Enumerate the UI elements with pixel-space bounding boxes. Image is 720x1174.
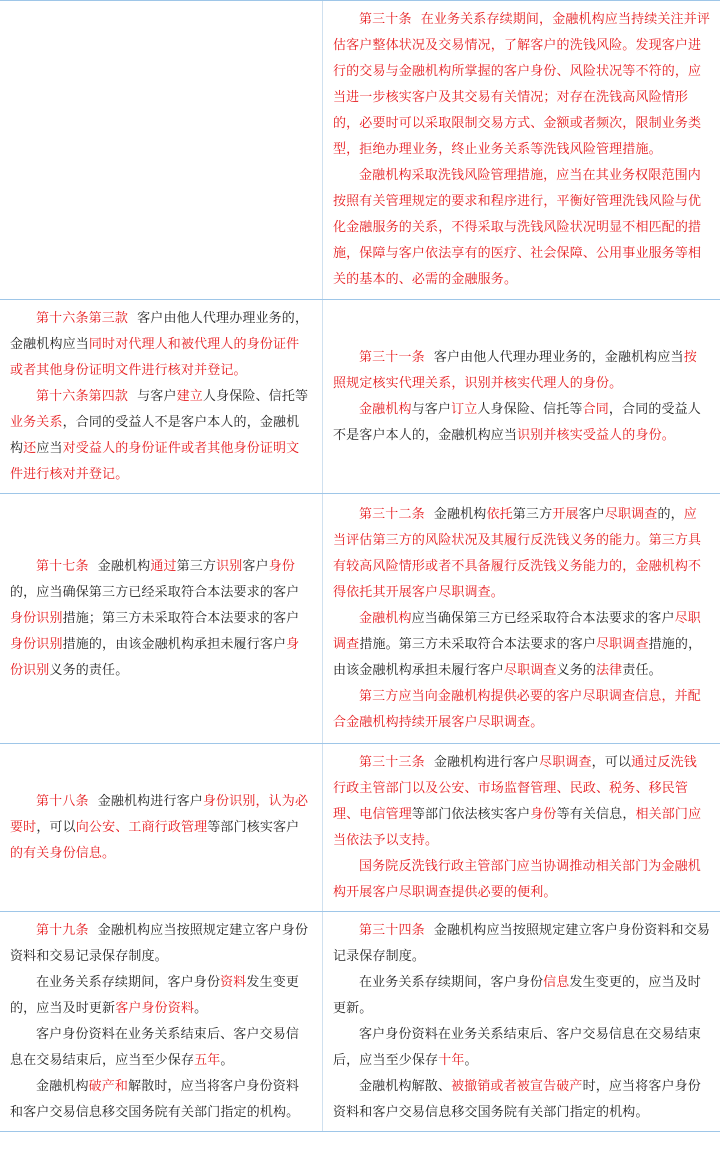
clause-paragraph — [333, 606, 710, 684]
changed-text: 业务关系 — [10, 414, 63, 430]
old-law-column — [0, 494, 322, 743]
changed-text: 金融机构 — [359, 401, 412, 417]
clause-text: 责任。 — [622, 662, 662, 678]
clause-paragraph — [10, 306, 312, 384]
clause-text: 人身保险、信托等 — [202, 388, 309, 404]
changed-text: 的有关身份信息。 — [10, 845, 116, 861]
clause-text: 发生变更的，应当及时更新 — [10, 974, 300, 1016]
changed-text: 尽职调查 — [604, 506, 658, 522]
clause-paragraph — [10, 1022, 312, 1074]
changed-text: 相关部门应当依法予以支持。 — [333, 806, 702, 848]
clause-text: 义务的 — [556, 662, 597, 678]
clause-text: 在业务关系存续期间，客户身份 — [359, 974, 544, 990]
clause-text: ，可以 — [36, 819, 76, 835]
clause-text: 客户由他人代理办理业务的，金融机构应当 — [10, 310, 309, 352]
changed-text: 向公安、工商行政管理 — [75, 819, 208, 835]
article-number: 第十九条 — [36, 922, 89, 938]
comparison-row — [0, 300, 720, 494]
changed-text: 建立 — [176, 388, 203, 404]
clause-paragraph — [333, 918, 710, 970]
changed-text: 信息 — [543, 974, 570, 990]
changed-text: 客户身份资料 — [115, 1000, 195, 1016]
clause-paragraph — [333, 970, 710, 1022]
article-number: 第三十一条 — [359, 349, 425, 365]
changed-text: 尽职调查 — [333, 610, 701, 652]
clause-text: 客户 — [578, 506, 605, 522]
article-number: 第十六条第三款 — [36, 310, 129, 326]
clause-text: 客户 — [242, 558, 269, 574]
changed-text: 身份识别，认为必要时 — [10, 793, 309, 835]
comparison-row — [0, 494, 720, 744]
changed-text: 身份识别 — [10, 610, 63, 626]
changed-text: 国务院反洗钱行政主管部门应当协调推动相关部门为金融机构开展客户尽职调查提供必要的便利。 — [333, 858, 701, 900]
clause-paragraph — [333, 345, 710, 397]
changed-text: 十年 — [438, 1052, 465, 1068]
changed-text: 还 — [23, 440, 37, 456]
old-law-column — [0, 912, 322, 1131]
clause-text: 。 — [194, 1000, 208, 1016]
clause-text: 金融机构进行客户 — [97, 793, 203, 809]
changed-text: 按照规定核实代理关系，识别并核实代理人的身份。 — [333, 349, 697, 391]
comparison-row — [0, 912, 720, 1132]
article-number: 第三十四条 — [359, 922, 425, 938]
clause-text: ，合同的受益人不是客户本人的，金融机构 — [10, 414, 300, 456]
changed-text: 第三方应当向金融机构提供必要的客户尽职调查信息，并配合金融机构持续开展客户尽职调查。 — [333, 688, 701, 730]
changed-text: 依托 — [486, 506, 513, 522]
changed-text: 识别并核实受益人的身份。 — [517, 427, 675, 443]
changed-text: 应当评估第三方的风险状况及其履行反洗钱义务的能力。第三方具有较高风险情形或者不具备履行反洗钱义务能力的，金融机构不得依托其开展客户尽职调查。 — [333, 506, 702, 600]
old-law-column — [0, 300, 322, 493]
clause-text: 措施的，由该金融机构承担未履行客户 — [62, 636, 287, 652]
clause-text: 发生变更的，应当及时更新。 — [333, 974, 701, 1016]
changed-text: 识别 — [216, 558, 243, 574]
clause-text: 义务的责任。 — [49, 662, 129, 678]
changed-text: 破产和 — [88, 1078, 129, 1094]
clause-paragraph — [333, 1022, 710, 1074]
comparison-row — [0, 0, 720, 300]
clause-text: 与客户 — [137, 388, 177, 404]
clause-text: 应当确保第三方已经采取符合本法要求的客户 — [411, 610, 675, 626]
clause-text: 第三方 — [176, 558, 217, 574]
new-law-column — [322, 912, 720, 1131]
clause-text: 与客户 — [411, 401, 452, 417]
clause-text: 客户由他人代理办理业务的，金融机构应当 — [433, 349, 684, 365]
changed-text: 金融机构 — [359, 610, 412, 626]
clause-paragraph — [10, 970, 312, 1022]
changed-text: 开展 — [552, 506, 579, 522]
clause-text: 金融机构 — [97, 558, 151, 574]
clause-text: 等有关信息， — [556, 806, 636, 822]
clause-text: 。 — [220, 1052, 234, 1068]
clause-paragraph — [10, 1074, 312, 1126]
comparison-row — [0, 744, 720, 912]
clause-paragraph — [10, 554, 312, 684]
clause-paragraph — [10, 918, 312, 970]
new-law-column — [322, 494, 720, 743]
changed-text: 五年 — [194, 1052, 221, 1068]
article-number: 第十七条 — [36, 558, 89, 574]
clause-paragraph — [333, 397, 710, 449]
clause-text: 在业务关系存续期间，客户身份 — [36, 974, 221, 990]
clause-text: 的， — [657, 506, 684, 522]
changed-text: 在业务关系存续期间，金融机构应当持续关注并评估客户整体状况及交易情况，了解客户的洗钱风险。发现客户进行的交易与金融机构所掌握的客户身份、风险状况等不符的，应当进一步核实客户及其交易有关情况；对存在洗钱高风险情形的，必要时可以采取限制交易方式、金额或者频次，限制业务类型，拒绝办理业务，终止业务关系等洗钱风险管理措施。 — [333, 12, 711, 157]
clause-paragraph — [333, 684, 710, 736]
new-law-column — [322, 300, 720, 493]
clause-text: ，可以 — [591, 754, 632, 770]
clause-text: 客户身份资料在业务关系结束后、客户交易信息在交易结束后，应当至少保存 — [333, 1026, 701, 1068]
old-law-column — [0, 744, 322, 911]
changed-text: 尽职调查 — [539, 754, 592, 770]
clause-text: 时，应当将客户身份资料和客户交易信息移交国务院有关部门指定的机构。 — [333, 1078, 701, 1120]
clause-paragraph — [10, 384, 312, 488]
clause-text: 客户身份资料在业务关系结束后、客户交易信息在交易结束后，应当至少保存 — [10, 1026, 300, 1068]
article-number: 第三十三条 — [359, 754, 425, 770]
clause-text: 的，应当确保第三方已经采取符合本法要求的客户 — [10, 584, 300, 600]
changed-text: 身份识别 — [10, 636, 63, 652]
clause-text: ，合同的受益人不是客户本人的，金融机构应当 — [333, 401, 701, 443]
new-law-column — [322, 1, 720, 299]
changed-text: 尽职调查 — [596, 636, 649, 652]
clause-text: 金融机构应当按照规定建立客户身份资料和交易记录保存制度。 — [333, 922, 711, 964]
changed-text: 法律 — [596, 662, 623, 678]
changed-text: 金融机构采取洗钱风险管理措施，应当在其业务权限范围内按照有关管理规定的要求和程序进行，平衡好管理洗钱风险与优化金融服务的关系，不得采取与洗钱风险状况明显不相匹配的措施，保障与客户依法享有的医疗、社会保障、公用事业服务等相关的基本的、必需的金融服务。 — [333, 168, 702, 287]
changed-text: 同时对代理人和被代理人的身份证件或者其他身份证明文件进行核对并登记。 — [10, 336, 300, 378]
changed-text: 通过 — [150, 558, 177, 574]
clause-paragraph — [10, 789, 312, 867]
clause-text: 应当 — [36, 440, 63, 456]
clause-paragraph — [333, 502, 710, 606]
changed-text: 身份 — [268, 558, 296, 574]
changed-text: 身份 — [530, 806, 557, 822]
article-number: 第三十条 — [359, 12, 412, 27]
clause-text: 金融机构解散、 — [359, 1078, 452, 1094]
clause-text: 解散时，应当将客户身份资料和客户交易信息移交国务院有关部门指定的机构。 — [10, 1078, 300, 1120]
clause-text: 人身保险、信托等 — [477, 401, 583, 417]
clause-text: 措施的，由该金融机构承担未履行客户 — [333, 636, 702, 678]
clause-text: 第三方 — [512, 506, 553, 522]
changed-text: 合同 — [582, 401, 609, 417]
changed-text: 通过反洗钱行政主管部门以及公安、市场监督管理、民政、税务、移民管理、电信管理 — [333, 754, 697, 822]
changed-text: 资料 — [220, 974, 247, 990]
clause-paragraph — [333, 854, 710, 906]
changed-text: 被撤销或者被宣告破产 — [451, 1078, 583, 1094]
clause-text: 措施。第三方未采取符合本法要求的客户 — [359, 636, 597, 652]
clause-text: 等部门核实客户 — [207, 819, 300, 835]
new-law-column — [322, 744, 720, 911]
clause-paragraph — [333, 163, 710, 293]
clause-text: 金融机构进行客户 — [433, 754, 540, 770]
changed-text: 尽职调查 — [503, 662, 557, 678]
changed-text: 订立 — [451, 401, 478, 417]
clause-text: 金融机构 — [36, 1078, 89, 1094]
clause-text: 等部门依法核实客户 — [411, 806, 531, 822]
changed-text: 对受益人的身份证件或者其他身份证明文件进行核对并登记。 — [10, 440, 300, 482]
article-number: 第十六条第四款 — [36, 388, 129, 404]
clause-text: 。 — [464, 1052, 478, 1068]
changed-text: 身份识别 — [10, 636, 300, 678]
clause-paragraph — [333, 7, 710, 163]
clause-paragraph — [333, 750, 710, 854]
article-number: 第十八条 — [36, 793, 89, 809]
clause-text: 措施；第三方未采取符合本法要求的客户 — [62, 610, 300, 626]
clause-text: 金融机构应当按照规定建立客户身份资料和交易记录保存制度。 — [10, 922, 309, 964]
clause-text: 金融机构 — [433, 506, 487, 522]
old-law-column — [0, 1, 322, 299]
clause-paragraph — [333, 1074, 710, 1126]
article-number: 第三十二条 — [359, 506, 425, 522]
